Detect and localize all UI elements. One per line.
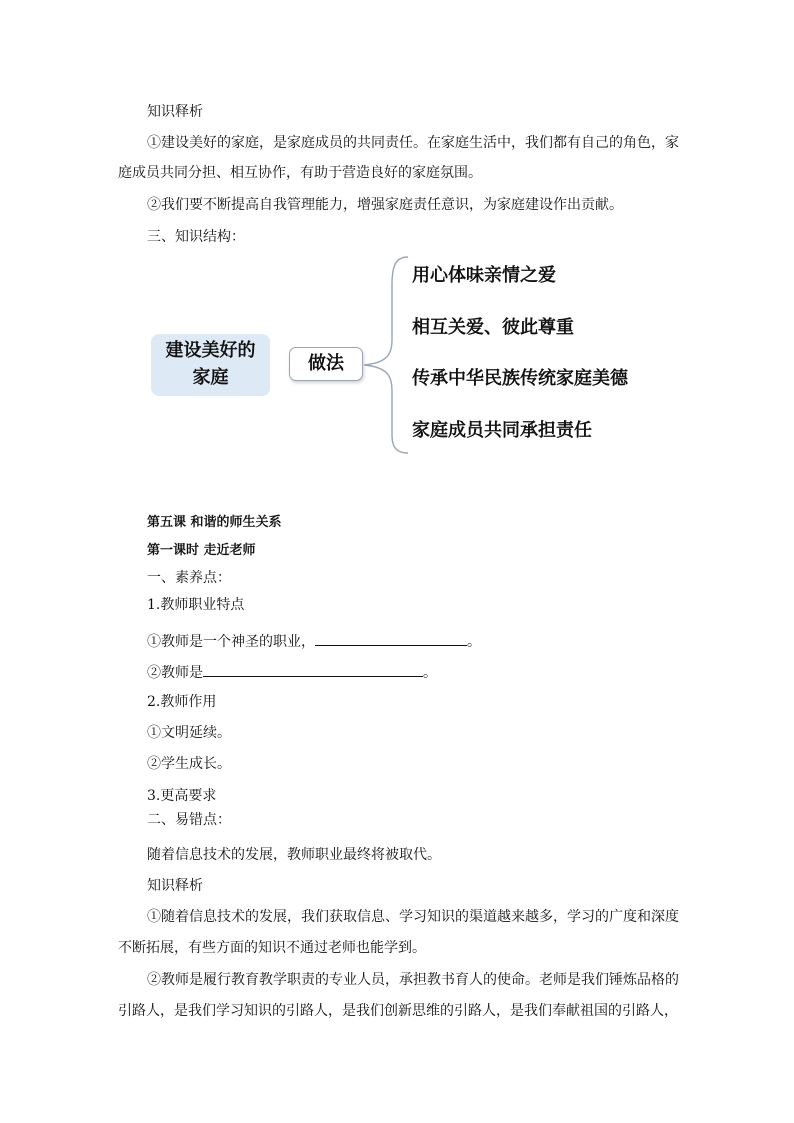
section-heading-analysis: 知识释析 [147, 104, 203, 120]
item-heading: 3.更高要求 [147, 788, 217, 804]
analysis-heading: 知识释析 [147, 878, 203, 894]
curly-brace-icon [360, 255, 410, 455]
item-heading: 1.教师职业特点 [147, 597, 245, 613]
section-heading-structure: 三、知识结构： [147, 229, 245, 245]
paragraph-line: 庭成员共同分担、相互协作，有助于营造良好的家庭氛围。 [118, 165, 482, 181]
paragraph-line: ①建设美好的家庭，是家庭成员的共同责任。在家庭生活中，我们都有自己的角色，家 [147, 135, 679, 151]
diagram-leaf: 家庭成员共同承担责任 [412, 420, 592, 441]
diagram-leaf: 用心体味亲情之爱 [412, 265, 556, 286]
paragraph-line: ①随着信息技术的发展，我们获取信息、学习知识的渠道越来越多，学习的广度和深度 [147, 909, 679, 925]
paragraph-line: 引路人，是我们学习知识的引路人，是我们创新思维的引路人，是我们奉献祖国的引路人， [118, 1003, 678, 1019]
list-item: ①文明延续。 [147, 725, 231, 741]
fill-in-line: ①教师是一个神圣的职业， 。 [147, 630, 481, 652]
error-statement: 随着信息技术的发展，教师职业最终将被取代。 [147, 847, 441, 863]
diagram-leaf: 相互关爱、彼此尊重 [412, 317, 574, 338]
diagram-leaf: 传承中华民族传统家庭美德 [412, 368, 628, 389]
error-heading: 二、易错点： [147, 812, 231, 828]
lesson-title: 第五课 和谐的师生关系 [147, 515, 282, 530]
diagram-root-label: 建设美好的 家庭 [165, 340, 256, 388]
paragraph-line: ②我们要不断提高自我管理能力，增强家庭责任意识，为家庭建设作出贡献。 [147, 197, 623, 213]
lesson-subtitle: 第一课时 走近老师 [147, 543, 256, 558]
answer-blank [315, 630, 467, 646]
answer-blank [203, 661, 423, 677]
diagram-method-label: 做法 [308, 353, 344, 374]
paragraph-line: ②教师是履行教育教学职责的专业人员，承担教书育人的使命。老师是我们锤炼品格的 [147, 972, 679, 988]
item-heading: 2.教师作用 [147, 694, 217, 710]
paragraph-line: 不断拓展，有些方面的知识不通过老师也能学到。 [118, 940, 426, 956]
literacy-heading: 一、素养点： [147, 570, 231, 586]
list-item: ②学生成长。 [147, 756, 231, 772]
fill-in-line: ②教师是 。 [147, 661, 437, 683]
